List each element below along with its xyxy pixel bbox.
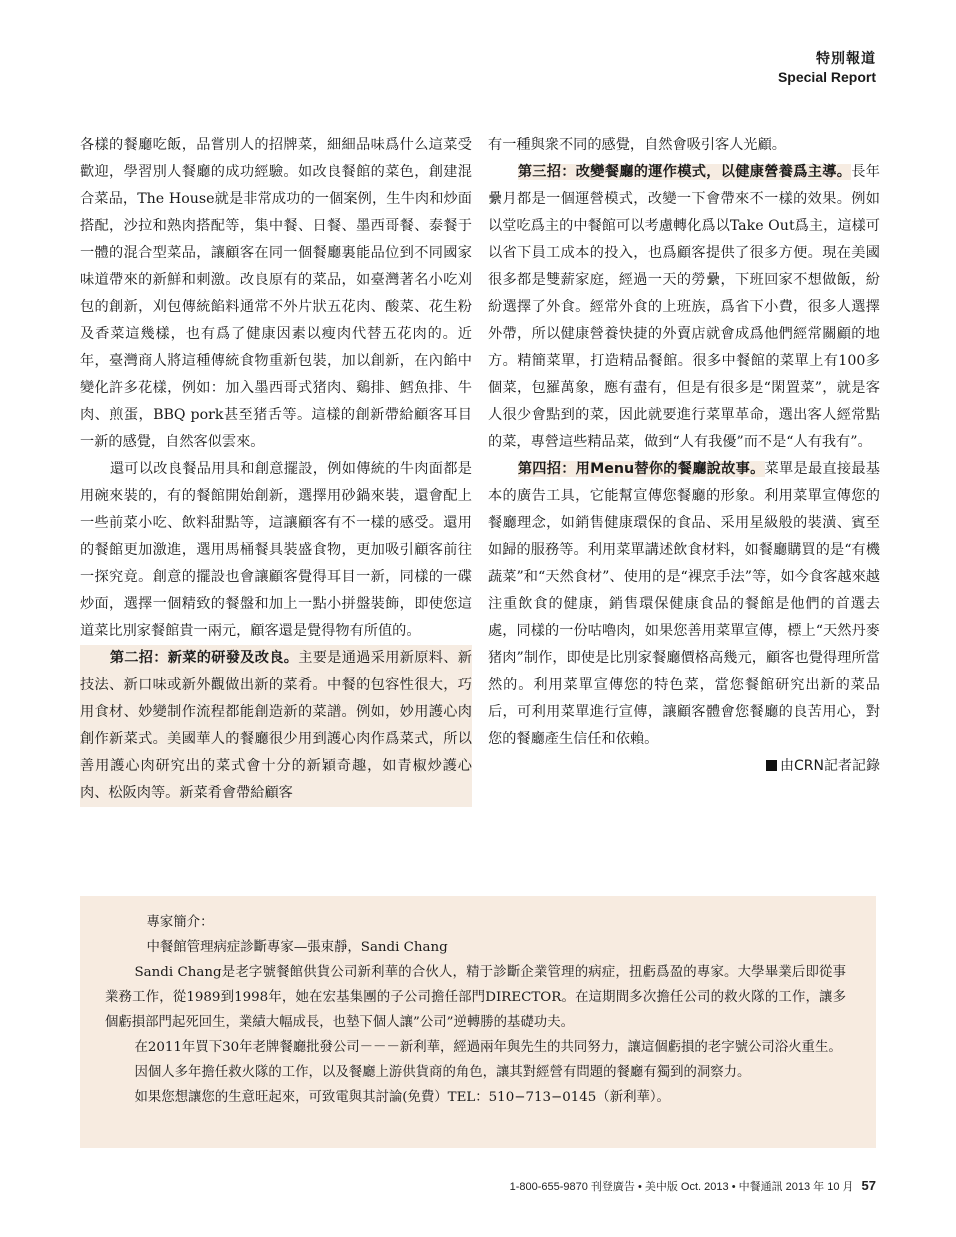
page-number: 57: [861, 1178, 876, 1193]
bio-contact: 如果您想讓您的生意旺起來，可致電與其討論(免費）TEL：510−713−0145（新利華）。: [134, 1090, 670, 1105]
expert-bio-box: [80, 896, 876, 1148]
section-title-en: Special Report: [777, 69, 876, 85]
article-paragraph: [488, 159, 880, 456]
article-paragraph: 有一種與衆不同的感覺，自然會吸引客人光顧。: [488, 137, 786, 153]
article-paragraph: [488, 456, 880, 753]
tip-body: 主要是通過采用新原料、新技法、新口味或新外觀做出新的菜肴。中餐的包容性很大，巧用食材、妙變制作流程都能創造新的菜譜。例如，妙用護心肉創作新菜式。美國華人的餐廳很少用到護心肉作爲菜式，所以善用護心肉研究出的菜式會十分的新穎奇趣，如青椒炒護心肉、松阪肉等。新菜肴會帶給顧客: [80, 650, 472, 801]
article-left-column: [80, 132, 472, 807]
article-right-column: [488, 132, 880, 780]
byline: [488, 753, 880, 780]
tip-heading: 第二招：新菜的研發及改良。: [109, 650, 299, 666]
footer-text: 1-800-655-9870 刊登廣告 • 美中版 Oct. 2013 • 中餐通訊 2013 年 10 月: [509, 1181, 854, 1193]
tip-body: 長年纍月都是一個運營模式，改變一下會帶來不一樣的效果。例如以堂吃爲主的中餐館可以考慮轉化爲以Take Out爲主，這樣可以省下員工成本的投入，也爲顧客提供了很多方便。現在美國很多都是雙薪家庭，經過一天的勞纍，下班回家不想做飯，紛紛選擇了外食。經常外食的上班族，爲省下小費，很多人選擇外帶，所以健康營養快捷的外賣店就會成爲他們經常關顧的地方。精簡菜單，打造精品餐館。很多中餐館的菜單上有100多個菜，包羅萬象，應有盡有，但是有很多是“閑置菜”，就是客人很少會點到的菜，因此就要進行菜單革命，選出客人經常點的菜，專營這些精品菜，做到“人有我優”而不是“人有我有”。: [488, 164, 880, 450]
tip-body: 菜單是最直接最基本的廣告工具，它能幫宣傳您餐廳的形象。利用菜單宣傳您的餐廳理念，如銷售健康環保的食品、采用星級般的裝潢、賓至如歸的服務等。利用菜單講述飲食材料，如餐廳購買的是“有機蔬菜”和“天然食材”、使用的是“裸烹手法”等，如今食客越來越注重飲食的健康，銷售環保健康食品的餐館是他們的首選去處，同樣的一份咕嚕肉，如果您善用菜單宣傳，標上“天然丹麥猪肉”制作，即使是比別家餐廳價格高幾元，顧客也覺得理所當然的。利用菜單宣傳您的特色菜，當您餐館研究出新的菜品后，可利用菜單進行宣傳，讓顧客體會您餐廳的良苦用心，對您的餐廳產生信任和依賴。: [488, 461, 880, 747]
article-paragraph: 還可以改良餐品用具和創意擺設，例如傳統的牛肉面都是用碗來裝的，有的餐館開始創新，選擇用砂鍋來裝，還會配上一些前菜小吃、飲料甜點等，這讓顧客有不一樣的感受。還用的餐館更加激進，選用馬桶餐具裝盛食物，更加吸引顧客前往一探究竟。創意的擺設也會讓顧客覺得耳目一新，同樣的一碟炒面，選擇一個精致的餐盤和加上一點小拼盤裝飾，即使您這道菜比別家餐館貴一兩元，顧客還是覺得物有所值的。: [80, 461, 472, 639]
article-paragraph: 各樣的餐廳吃飯，品嘗別人的招牌菜，細細品味爲什么這菜受歡迎，學習別人餐廳的成功經驗。如改良餐館的菜色，創建混合菜品，The House就是非常成功的一個案例，生牛肉和炒面搭配，沙拉和熟肉搭配等，集中餐、日餐、墨西哥餐、泰餐于一體的混合型菜品，讓顧客在同一個餐廳裏能品位到不同國家味道帶來的新鮮和刺激。改良原有的菜品，如臺灣著名小吃刈包的創新，刈包傳統餡料通常不外片狀五花肉、酸菜、花生粉及香菜這幾樣，也有爲了健康因素以瘦肉代替五花肉的。近年，臺灣商人將這種傳統食物重新包裝，加以創新，在內餡中變化許多花樣，例如：加入墨西哥式猪肉、鷄排、鱈魚排、牛肉、煎蛋，BBQ pork甚至猪舌等。這樣的創新帶給顧客耳目一新的感覺，自然客似雲來。: [80, 137, 472, 450]
section-title-zh: 特別報道: [816, 51, 876, 67]
bio-title: 專家簡介：: [146, 915, 214, 930]
square-bullet-icon: [766, 760, 777, 771]
section-header: [778, 50, 876, 86]
tip-heading: 第四招：用Menu替你的餐廳說故事。: [517, 461, 765, 477]
bio-paragraph: 在2011年買下30年老牌餐廳批發公司－－－新利華，經過兩年與先生的共同努力，讓這個虧損的老字號公司浴火重生。: [134, 1040, 842, 1055]
bio-name-line: 中餐館管理病症診斷專家—張束靜，Sandi Chang: [146, 940, 448, 955]
byline-text: 由CRN記者記錄: [780, 758, 880, 774]
bio-paragraph: Sandi Chang是老字號餐館供貨公司新利華的合伙人，精于診斷企業管理的病症，扭虧爲盈的專家。大學畢業后即從事業務工作，從1989到1998年，她在宏基集團的子公司擔任部門DIRECTOR。在這期間多次擔任公司的救火隊的工作，讓多個虧損部門起死回生，業績大幅成長，也墊下個人讓”公司”逆轉勝的基礎功夫。: [105, 965, 847, 1030]
page-footer: [510, 1178, 876, 1194]
tip-heading: 第三招：改變餐廳的運作模式，以健康營養爲主導。: [517, 164, 852, 180]
article-paragraph: [80, 645, 472, 807]
bio-paragraph: 因個人多年擔任救火隊的工作，以及餐廳上游供貨商的角色，讓其對經營有問題的餐廳有獨到的洞察力。: [134, 1065, 751, 1080]
